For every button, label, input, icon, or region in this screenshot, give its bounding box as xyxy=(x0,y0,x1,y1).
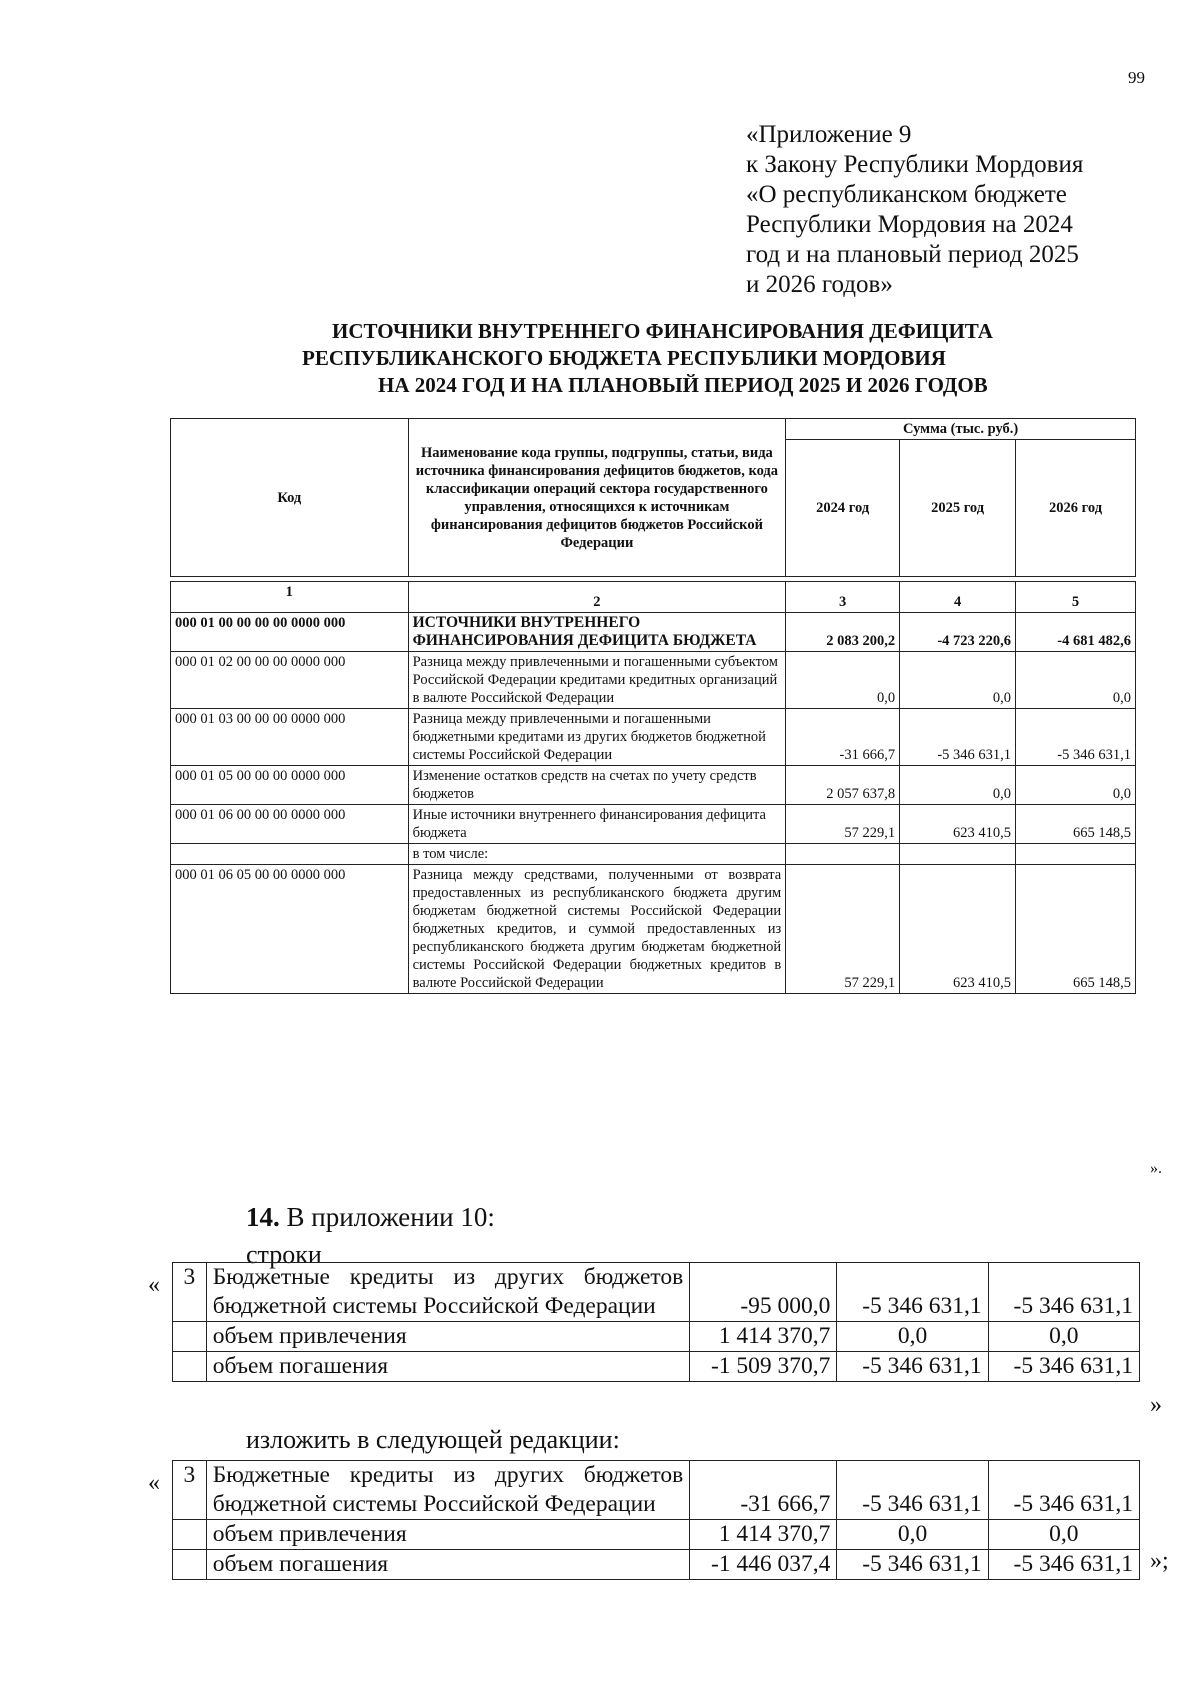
row-value-2024: -1 446 037,4 xyxy=(690,1550,837,1580)
appendix-header-line: «О республиканском бюджете xyxy=(746,181,1067,208)
table-row xyxy=(171,613,1136,652)
header-name: Наименование кода группы, подгруппы, статьи, вида источника финансирования дефицитов бюджетов, кода классификации операций сектора государственного управления, относящихся к источникам финансирования дефицитов бюджетов Российской Федерации xyxy=(408,419,786,577)
row-name: Бюджетные кредиты из других бюджетов бюджетной системы Российской Федерации xyxy=(206,1461,690,1520)
table-row xyxy=(173,1461,1140,1520)
header-code: Код xyxy=(171,419,409,577)
row-name: объем погашения xyxy=(206,1352,690,1382)
row-value-2026: 0,0 xyxy=(988,1520,1139,1550)
appendix-header-line: год и на плановый период 2025 xyxy=(746,241,1079,268)
row-code: 000 01 06 05 00 00 0000 000 xyxy=(171,865,409,994)
row-index: 3 xyxy=(173,1461,207,1520)
appendix-header-line: и 2026 годов» xyxy=(746,271,893,298)
section-number: 14. xyxy=(246,1202,280,1232)
row-value-2024: 1 414 370,7 xyxy=(690,1322,837,1352)
row-code: 000 01 05 00 00 00 0000 000 xyxy=(171,766,409,805)
row-value-2025 xyxy=(900,844,1016,865)
row-value-2025: -5 346 631,1 xyxy=(837,1550,988,1580)
table-row xyxy=(171,844,1136,865)
page-number: 99 xyxy=(1128,68,1145,87)
appendix-header-line: Республики Мордовия на 2024 xyxy=(746,211,1073,238)
row-value-2026: -5 346 631,1 xyxy=(1016,709,1136,766)
row-name: Изменение остатков средств на счетах по учету средств бюджетов xyxy=(408,766,786,805)
row-value-2024: 0,0 xyxy=(786,652,900,709)
new-rows-table xyxy=(172,1460,1140,1580)
row-name: в том числе: xyxy=(408,844,786,865)
column-number: 2 xyxy=(408,582,786,613)
row-value-2025: -5 346 631,1 xyxy=(837,1352,988,1382)
row-value-2025: 623 410,5 xyxy=(900,805,1016,844)
row-index xyxy=(173,1352,207,1382)
table-row xyxy=(171,709,1136,766)
row-index xyxy=(173,1550,207,1580)
appendix-header-line: к Закону Республики Мордовия xyxy=(746,151,1084,178)
redaction-label: изложить в следующей редакции: xyxy=(246,1425,620,1454)
table-row xyxy=(173,1263,1140,1322)
header-year-2025: 2025 год xyxy=(900,440,1016,577)
row-value-2026: 0,0 xyxy=(1016,766,1136,805)
column-number: 4 xyxy=(900,582,1016,613)
column-number: 1 xyxy=(171,582,409,613)
row-index: 3 xyxy=(173,1263,207,1322)
row-name: Разница между средствами, полученными от возврата предоставленных из республиканского бюджета другим бюджетам бюджетной системы Российской Федерации бюджетных кредитов, и суммой предоставленных из республиканского бюджета другим бюджетам бюджетной системы Российской Федерации бюджетных кредитов в валюте Российской Федерации xyxy=(408,865,786,994)
section-subheading: строки xyxy=(246,1240,322,1269)
row-value-2026: 0,0 xyxy=(988,1322,1139,1352)
row-name: ИСТОЧНИКИ ВНУТРЕННЕГО ФИНАНСИРОВАНИЯ ДЕФИЦИТА БЮДЖЕТА xyxy=(408,613,786,652)
table-row xyxy=(171,865,1136,994)
row-value-2024: -31 666,7 xyxy=(786,709,900,766)
appendix-header-line: «Приложение 9 xyxy=(746,121,912,148)
row-value-2025: -5 346 631,1 xyxy=(900,709,1016,766)
row-name: Бюджетные кредиты из других бюджетов бюджетной системы Российской Федерации xyxy=(206,1263,690,1322)
row-code: 000 01 03 00 00 00 0000 000 xyxy=(171,709,409,766)
row-value-2026: 0,0 xyxy=(1016,652,1136,709)
financing-sources-table xyxy=(170,418,1136,994)
row-value-2025: 0,0 xyxy=(837,1322,988,1352)
row-value-2024: 57 229,1 xyxy=(786,865,900,994)
row-name: объем привлечения xyxy=(206,1322,690,1352)
row-value-2024: 2 057 637,8 xyxy=(786,766,900,805)
row-code xyxy=(171,844,409,865)
row-name: Разница между привлеченными и погашенными бюджетными кредитами из других бюджетов бюджетной системы Российской Федерации xyxy=(408,709,786,766)
table-row xyxy=(173,1520,1140,1550)
new-rows-open-quote: « xyxy=(148,1470,160,1496)
row-value-2024: -1 509 370,7 xyxy=(690,1352,837,1382)
column-number: 5 xyxy=(1016,582,1136,613)
row-code: 000 01 00 00 00 00 0000 000 xyxy=(171,613,409,652)
document-title-line: ИСТОЧНИКИ ВНУТРЕННЕГО ФИНАНСИРОВАНИЯ ДЕФИЦИТА xyxy=(332,319,993,343)
section-heading-text: В приложении 10: xyxy=(286,1202,495,1232)
old-rows-close-quote: » xyxy=(1150,1392,1162,1418)
row-value-2026: -5 346 631,1 xyxy=(988,1461,1139,1520)
row-value-2024 xyxy=(786,844,900,865)
row-value-2026 xyxy=(1016,844,1136,865)
row-value-2026: -5 346 631,1 xyxy=(988,1352,1139,1382)
table-row xyxy=(173,1322,1140,1352)
row-value-2025: 0,0 xyxy=(837,1520,988,1550)
row-value-2025: -5 346 631,1 xyxy=(837,1461,988,1520)
row-index xyxy=(173,1322,207,1352)
table-row xyxy=(171,805,1136,844)
column-number: 3 xyxy=(786,582,900,613)
row-value-2024: -95 000,0 xyxy=(690,1263,837,1322)
header-year-2024: 2024 год xyxy=(786,440,900,577)
row-value-2024: 57 229,1 xyxy=(786,805,900,844)
old-rows-table xyxy=(172,1262,1140,1382)
old-rows-open-quote: « xyxy=(148,1272,160,1298)
row-value-2025: 0,0 xyxy=(900,652,1016,709)
row-value-2026: 665 148,5 xyxy=(1016,805,1136,844)
row-value-2026: -5 346 631,1 xyxy=(988,1550,1139,1580)
table-row xyxy=(171,766,1136,805)
appendix-header xyxy=(746,120,1126,300)
row-value-2025: 623 410,5 xyxy=(900,865,1016,994)
document-title xyxy=(240,318,1140,399)
section-heading xyxy=(246,1202,495,1233)
row-name: Иные источники внутреннего финансирования дефицита бюджета xyxy=(408,805,786,844)
row-value-2026: -5 346 631,1 xyxy=(988,1263,1139,1322)
row-index xyxy=(173,1520,207,1550)
row-code: 000 01 02 00 00 00 0000 000 xyxy=(171,652,409,709)
row-value-2024: 1 414 370,7 xyxy=(690,1520,837,1550)
row-name: объем привлечения xyxy=(206,1520,690,1550)
row-code: 000 01 06 00 00 00 0000 000 xyxy=(171,805,409,844)
table-closing-quote: ». xyxy=(1150,1160,1162,1177)
table-row xyxy=(171,652,1136,709)
row-value-2026: 665 148,5 xyxy=(1016,865,1136,994)
row-value-2026: -4 681 482,6 xyxy=(1016,613,1136,652)
new-rows-close-quote: »; xyxy=(1150,1548,1169,1574)
document-title-line: РЕСПУБЛИКАНСКОГО БЮДЖЕТА РЕСПУБЛИКИ МОРДОВИЯ xyxy=(302,346,946,370)
header-sum: Сумма (тыс. руб.) xyxy=(786,419,1136,440)
table-row xyxy=(173,1550,1140,1580)
row-value-2025: 0,0 xyxy=(900,766,1016,805)
row-name: объем погашения xyxy=(206,1550,690,1580)
row-name: Разница между привлеченными и погашенными субъектом Российской Федерации кредитами кредитных организаций в валюте Российской Федерации xyxy=(408,652,786,709)
row-value-2024: -31 666,7 xyxy=(690,1461,837,1520)
header-year-2026: 2026 год xyxy=(1016,440,1136,577)
column-numbers-row xyxy=(171,582,1136,613)
row-value-2024: 2 083 200,2 xyxy=(786,613,900,652)
row-value-2025: -4 723 220,6 xyxy=(900,613,1016,652)
row-value-2025: -5 346 631,1 xyxy=(837,1263,988,1322)
table-header-row xyxy=(171,419,1136,440)
document-title-line: НА 2024 ГОД И НА ПЛАНОВЫЙ ПЕРИОД 2025 И 2026 ГОДОВ xyxy=(378,373,988,397)
table-row xyxy=(173,1352,1140,1382)
